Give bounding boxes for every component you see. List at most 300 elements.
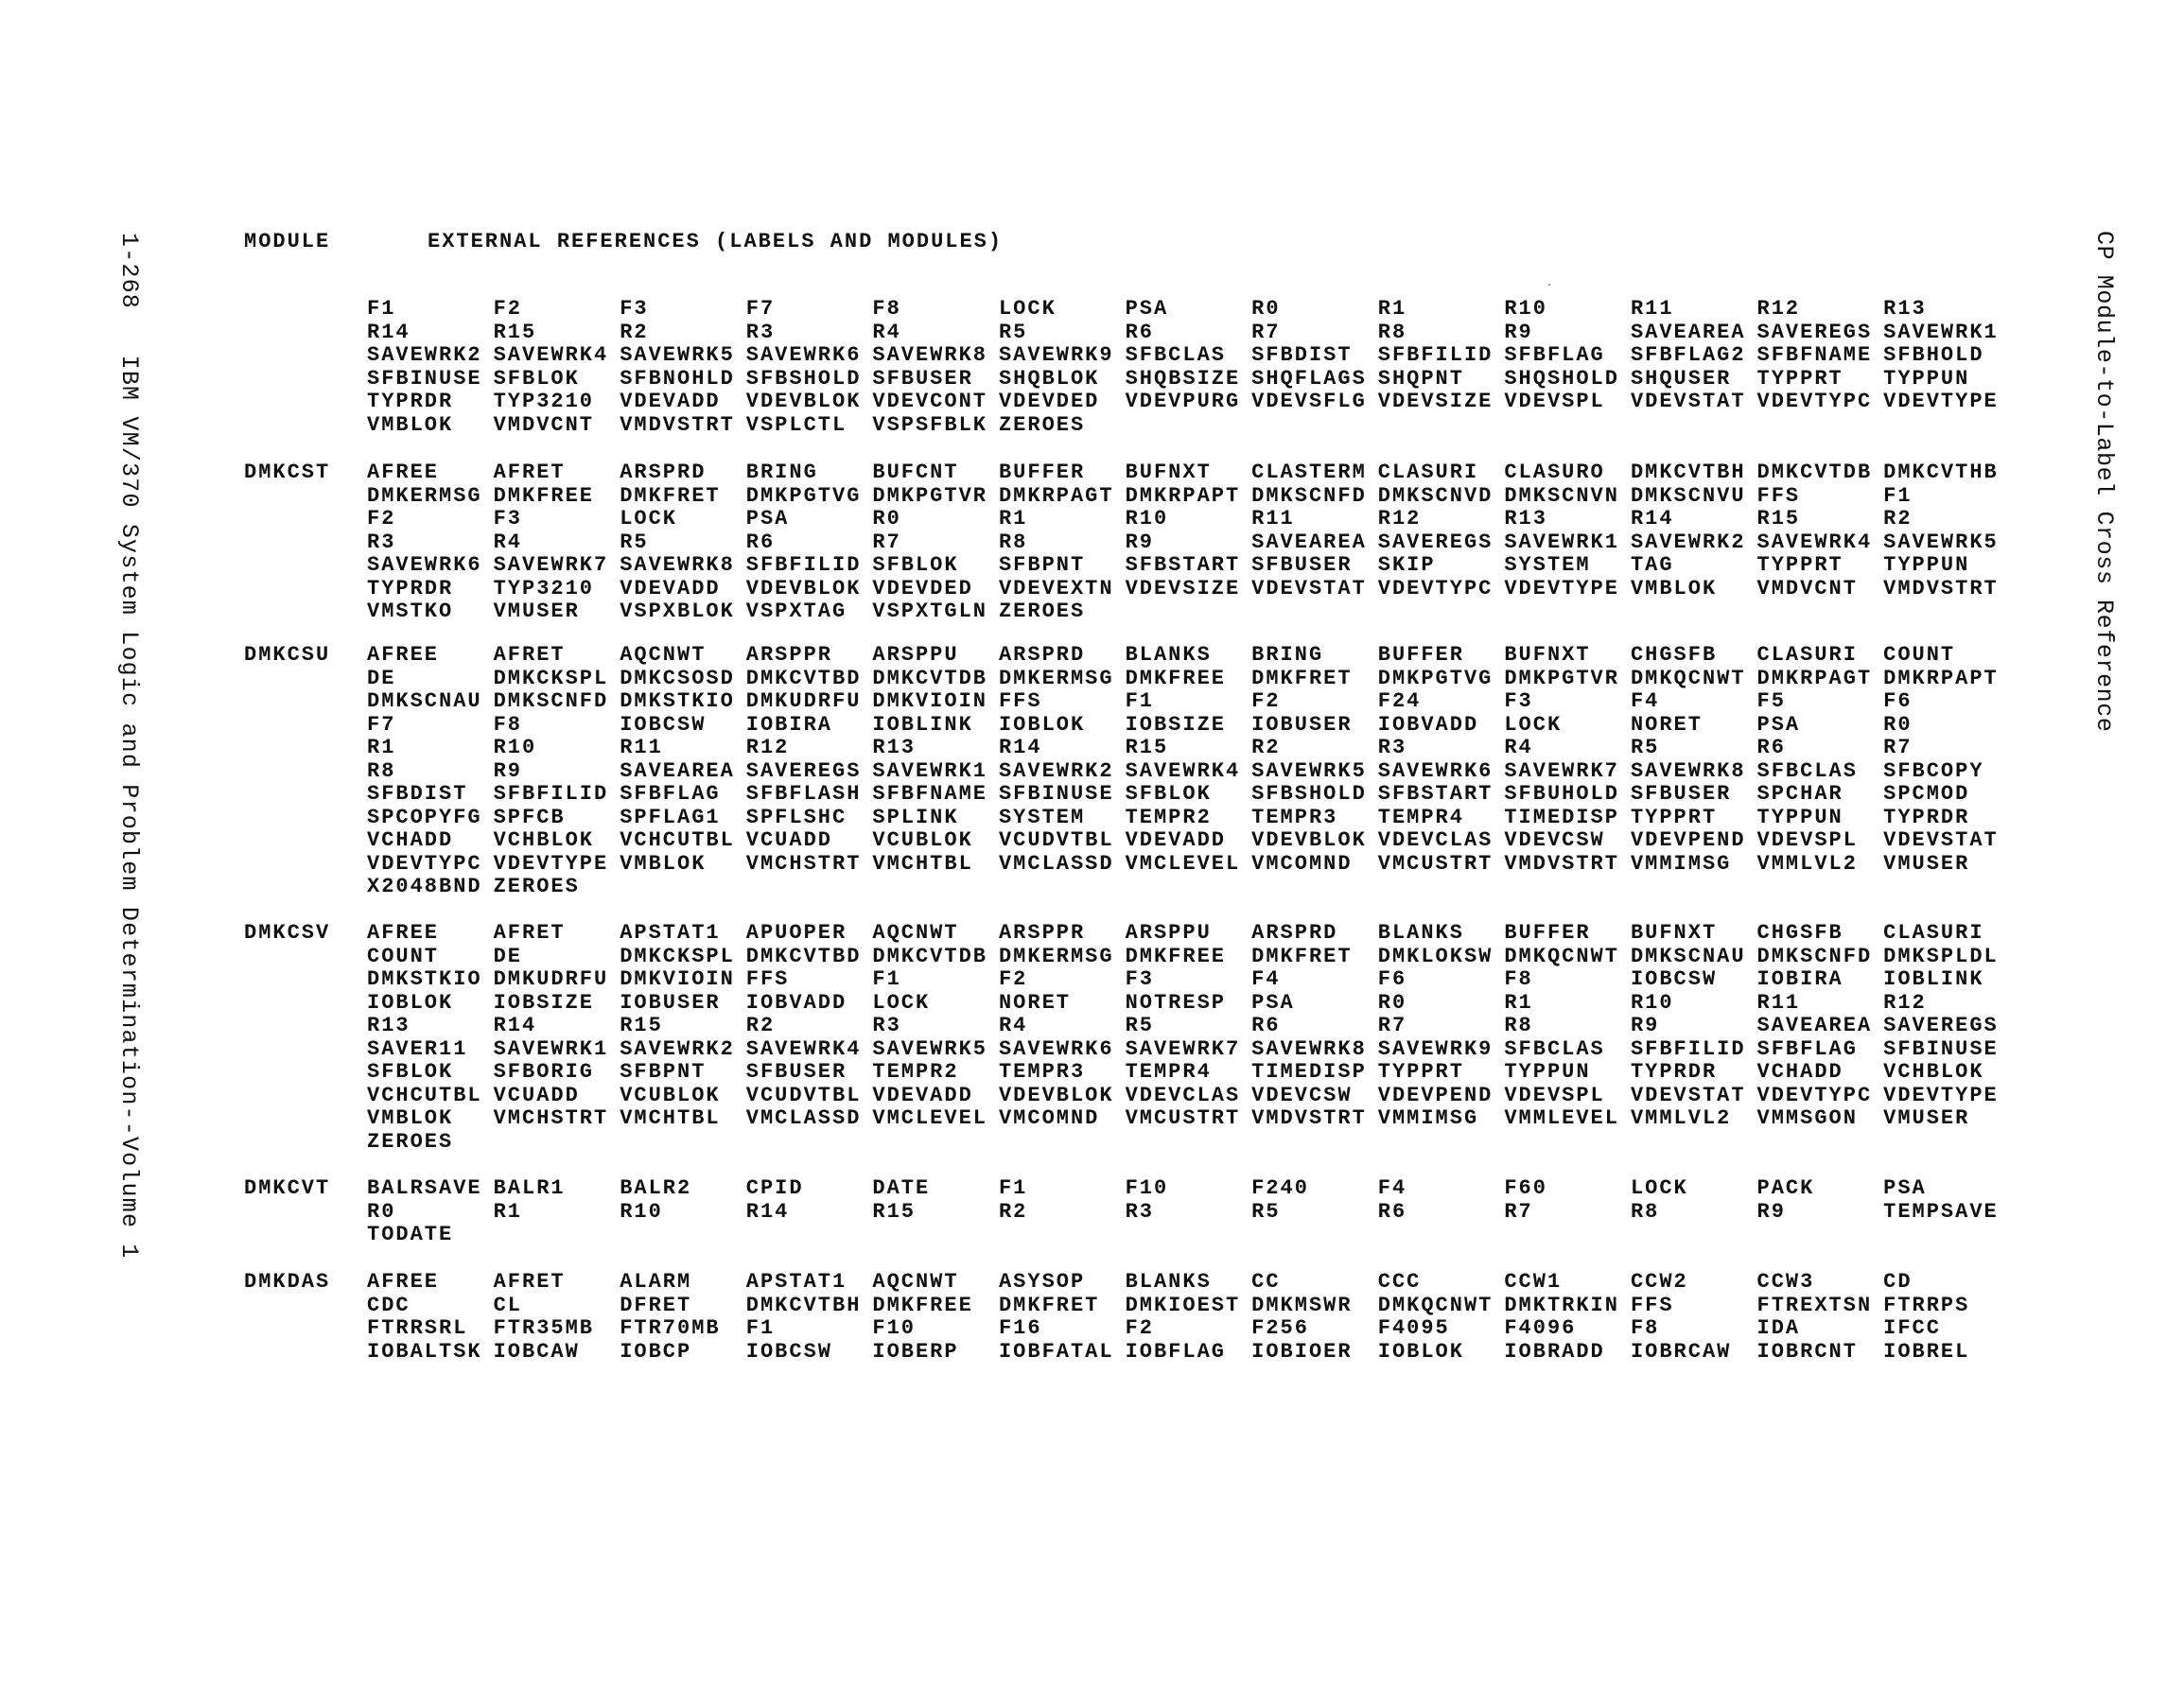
- reference-label: IOBVADD: [1377, 712, 1479, 737]
- reference-label: SFBPNT: [620, 1060, 707, 1084]
- reference-label: TYPRDR: [1883, 805, 1970, 829]
- reference-label: SFBCLAS: [1125, 343, 1226, 367]
- reference-label: F3: [1504, 689, 1533, 713]
- reference-label: VCHCUTBL: [620, 828, 735, 852]
- reference-label: F1: [367, 297, 396, 321]
- reference-label: SFBLOK: [1125, 782, 1212, 806]
- reference-label: IOBCSW: [1630, 967, 1718, 991]
- reference-label: R12: [745, 736, 790, 759]
- reference-label: R12: [1883, 990, 1927, 1015]
- reference-label: VMMSGON: [1756, 1106, 1858, 1130]
- reference-label: DFRET: [620, 1293, 692, 1317]
- reference-label: R14: [1630, 507, 1674, 530]
- reference-label: VDEVCLAS: [1125, 1083, 1241, 1107]
- reference-label: VMDVCNT: [493, 412, 595, 437]
- reference-label: VMBLOK: [620, 851, 707, 876]
- reference-label: BUFFER: [998, 461, 1086, 484]
- reference-label: F6: [1883, 689, 1913, 713]
- reference-label: R11: [1251, 507, 1295, 530]
- reference-label: R11: [1756, 990, 1801, 1015]
- reference-label: DMKCVTDB: [872, 666, 987, 690]
- reference-label: SFBFILID: [493, 782, 609, 806]
- reference-label: VMBLOK: [367, 412, 454, 437]
- module-section: [244, 461, 1999, 623]
- reference-label: R4: [998, 1014, 1028, 1037]
- reference-label: TIMEDISP: [1504, 805, 1619, 829]
- reference-label: SAVEAREA: [1756, 1014, 1873, 1037]
- reference-label: SFBLOK: [493, 366, 580, 391]
- reference-label: LOCK: [620, 507, 677, 530]
- reference-label: F2: [1251, 689, 1281, 713]
- reference-label: AFREE: [367, 461, 440, 484]
- reference-label: DE: [493, 944, 522, 968]
- reference-label: SAVEREGS: [1377, 530, 1494, 554]
- reference-label: R2: [1883, 507, 1913, 530]
- reference-label: VSPSFBLK: [872, 412, 987, 437]
- reference-label: VMBLOK: [1630, 576, 1718, 600]
- reference-label: SFBFILID: [1377, 343, 1494, 367]
- reference-label: R8: [1630, 1199, 1660, 1224]
- reference-label: VMCHTBL: [872, 851, 973, 876]
- reference-label: R9: [1504, 320, 1533, 344]
- reference-label: VMCOMND: [998, 1106, 1100, 1130]
- reference-label: VDEVBLOK: [998, 1083, 1114, 1107]
- reference-label: VDEVADD: [872, 1083, 973, 1107]
- reference-label: VCUBLOK: [872, 828, 973, 852]
- reference-label: DMKSCNAU: [1630, 944, 1746, 968]
- reference-label: DMKVIOIN: [620, 967, 735, 991]
- reference-label: SAVEWRK5: [1883, 530, 1999, 554]
- reference-label: CLASURI: [1377, 461, 1479, 484]
- reference-label: SFBCOPY: [1883, 758, 1984, 783]
- reference-label: R3: [367, 530, 396, 554]
- reference-label: SPCMOD: [1883, 782, 1970, 806]
- reference-label: F4: [1630, 689, 1660, 713]
- reference-label: BUFNXT: [1125, 461, 1212, 484]
- reference-label: SAVER11: [367, 1036, 468, 1061]
- reference-label: IFCC: [1883, 1316, 1941, 1340]
- reference-label: TYP3210: [493, 390, 595, 413]
- reference-label: DMKSCNFD: [1756, 944, 1873, 968]
- reference-label: VDEVCONT: [872, 390, 987, 413]
- reference-label: DMKMSWR: [1251, 1293, 1353, 1317]
- reference-label: CLASURI: [1756, 643, 1858, 667]
- reference-label: R0: [872, 507, 901, 530]
- reference-label: PSA: [745, 507, 790, 530]
- module-name: DMKCST: [244, 461, 331, 484]
- reference-label: R0: [1883, 712, 1913, 737]
- reference-label: F7: [745, 297, 776, 321]
- reference-label: F5: [1756, 689, 1786, 713]
- reference-label: VDEVTYPE: [1883, 390, 1999, 413]
- reference-label: SAVEWRK7: [1125, 1036, 1241, 1061]
- reference-label: ZEROES: [367, 1129, 454, 1154]
- reference-label: DMKSCNFD: [1251, 483, 1367, 508]
- reference-label: CPID: [745, 1176, 804, 1200]
- reference-label: DMKPGTVR: [1504, 666, 1619, 690]
- reference-label: IOBLINK: [872, 712, 973, 737]
- reference-label: F4096: [1504, 1316, 1577, 1340]
- reference-label: F3: [493, 507, 522, 530]
- reference-label: FTR70MB: [620, 1316, 721, 1340]
- reference-label: SHQUSER: [1630, 366, 1732, 391]
- reference-label: TIMEDISP: [1251, 1060, 1367, 1084]
- reference-label: SAVEWRK4: [1125, 758, 1241, 783]
- reference-label: SAVEWRK2: [1630, 530, 1746, 554]
- reference-label: SYSTEM: [1504, 553, 1591, 577]
- references-grid: [367, 644, 2010, 899]
- reference-label: TEMPR3: [998, 1060, 1086, 1084]
- reference-label: DMKQCNWT: [1377, 1293, 1494, 1317]
- reference-label: R9: [1125, 530, 1154, 554]
- reference-label: F1: [745, 1316, 776, 1340]
- reference-label: IOBIRA: [1756, 967, 1843, 991]
- reference-label: PACK: [1756, 1176, 1815, 1200]
- reference-label: BALRSAVE: [367, 1176, 482, 1200]
- reference-label: SAVEWRK6: [367, 553, 482, 577]
- module-name: DMKDAS: [244, 1270, 331, 1294]
- reference-label: TEMPR2: [1125, 805, 1212, 829]
- reference-label: DMKCVTDB: [872, 944, 987, 968]
- reference-label: CCW3: [1756, 1270, 1815, 1294]
- reference-label: IOBFLAG: [1125, 1339, 1226, 1364]
- reference-label: DMKRPAGT: [1756, 666, 1873, 690]
- reference-label: R5: [998, 320, 1028, 344]
- references-grid: [367, 1177, 2010, 1247]
- reference-label: DMKFRET: [998, 1293, 1100, 1317]
- reference-label: SAVEWRK6: [1377, 758, 1494, 783]
- reference-label: R10: [1125, 507, 1169, 530]
- references-column-header: EXTERNAL REFERENCES (LABELS AND MODULES): [428, 230, 1004, 253]
- reference-label: DMKFREE: [1125, 944, 1226, 968]
- reference-label: SAVEWRK4: [493, 343, 609, 367]
- reference-label: ARSPPU: [872, 643, 959, 667]
- reference-label: SFBSTART: [1125, 553, 1241, 577]
- reference-label: FFS: [998, 689, 1042, 713]
- reference-label: ASYSOP: [998, 1270, 1086, 1294]
- reference-label: DMKPGTVG: [1377, 666, 1494, 690]
- reference-label: DMKVIOIN: [872, 689, 987, 713]
- reference-label: TEMPR4: [1125, 1060, 1212, 1084]
- reference-label: IOBIRA: [745, 712, 832, 737]
- reference-label: SFBUSER: [745, 1060, 847, 1084]
- reference-label: VDEVSTAT: [1883, 828, 1999, 852]
- reference-label: VMCOMND: [1251, 851, 1353, 876]
- reference-label: VMMIMSG: [1377, 1106, 1479, 1130]
- reference-label: SFBFLAG: [1504, 343, 1605, 367]
- reference-label: SAVEWRK8: [1251, 1036, 1367, 1061]
- reference-label: SFBDIST: [367, 782, 468, 806]
- reference-label: F256: [1251, 1316, 1309, 1340]
- reference-label: TYPPUN: [1883, 553, 1970, 577]
- reference-label: COUNT: [1883, 643, 1956, 667]
- reference-label: R14: [998, 736, 1042, 759]
- reference-label: DMKLOKSW: [1377, 944, 1494, 968]
- reference-label: DMKSCNAU: [367, 689, 482, 713]
- reference-label: VDEVSIZE: [1125, 576, 1241, 600]
- reference-label: VMUSER: [493, 600, 580, 623]
- reference-label: VMCLASSD: [745, 1106, 862, 1130]
- reference-label: R11: [620, 736, 663, 759]
- reference-label: R10: [493, 736, 537, 759]
- reference-label: IOBVADD: [745, 990, 847, 1015]
- reference-label: CLASTERM: [1251, 461, 1367, 484]
- reference-label: ARSPRD: [1251, 921, 1338, 945]
- reference-label: SAVEWRK1: [1883, 320, 1999, 344]
- reference-label: SAVEWRK9: [998, 343, 1114, 367]
- reference-label: SKIP: [1377, 553, 1436, 577]
- module-name: DMKCVT: [244, 1176, 331, 1200]
- reference-label: BLANKS: [1125, 643, 1212, 667]
- reference-label: R3: [1377, 736, 1407, 759]
- reference-label: TYPPRT: [1377, 1060, 1464, 1084]
- reference-label: SAVEREGS: [1756, 320, 1873, 344]
- reference-label: TAG: [1630, 553, 1674, 577]
- page-footer-book-title: 1-268 IBM VM/370 System Logic and Problem Determination--Volume 1: [115, 233, 143, 1260]
- reference-label: TYPPRT: [1630, 805, 1718, 829]
- reference-label: TYPPRT: [1756, 366, 1843, 391]
- reference-label: R0: [1377, 990, 1407, 1015]
- reference-label: SAVEAREA: [1251, 530, 1367, 554]
- reference-label: R8: [998, 530, 1028, 554]
- reference-label: R15: [620, 1014, 663, 1037]
- reference-label: IOBLOK: [998, 712, 1086, 737]
- reference-label: SFBORIG: [493, 1060, 595, 1084]
- reference-label: F1: [1883, 483, 1913, 508]
- reference-label: TEMPR2: [872, 1060, 959, 1084]
- scan-speck: [1548, 284, 1550, 286]
- reference-label: R11: [1630, 297, 1674, 321]
- reference-label: DMKPGTVR: [872, 483, 987, 508]
- reference-label: R8: [367, 758, 396, 783]
- reference-label: VMBLOK: [367, 1106, 454, 1130]
- references-grid: [367, 1271, 2010, 1364]
- reference-label: ARSPRD: [620, 461, 707, 484]
- reference-label: F8: [493, 712, 522, 737]
- reference-label: R2: [620, 320, 649, 344]
- module-name: DMKCSU: [244, 643, 331, 667]
- reference-label: TYPRDR: [367, 390, 454, 413]
- reference-label: SAVEWRK8: [1630, 758, 1746, 783]
- reference-label: FTRRSRL: [367, 1316, 468, 1340]
- reference-label: R6: [1125, 320, 1154, 344]
- reference-label: SFBFLASH: [745, 782, 862, 806]
- reference-label: AFREE: [367, 1270, 440, 1294]
- reference-label: SFBFLAG: [1756, 1036, 1858, 1061]
- reference-label: F8: [1504, 967, 1533, 991]
- reference-label: TEMPR3: [1251, 805, 1338, 829]
- reference-label: TYPPRT: [1756, 553, 1843, 577]
- reference-label: ARSPPU: [1125, 921, 1212, 945]
- reference-label: TEMPSAVE: [1883, 1199, 1999, 1224]
- reference-label: R1: [1377, 297, 1407, 321]
- reference-label: VDEVTYPC: [1377, 576, 1494, 600]
- reference-label: VDEVPEND: [1630, 828, 1746, 852]
- reference-label: R0: [1251, 297, 1281, 321]
- reference-label: DMKCVTBD: [745, 666, 862, 690]
- reference-label: NORET: [1630, 712, 1703, 737]
- reference-label: SFBFNAME: [1756, 343, 1873, 367]
- reference-label: SAVEWRK1: [872, 758, 987, 783]
- reference-label: SFBINUSE: [998, 782, 1114, 806]
- reference-label: SHQFLAGS: [1251, 366, 1367, 391]
- reference-label: CHGSFB: [1630, 643, 1718, 667]
- reference-label: SAVEAREA: [620, 758, 735, 783]
- reference-label: VDEVSIZE: [1377, 390, 1494, 413]
- reference-label: R14: [493, 1014, 537, 1037]
- reference-label: R1: [998, 507, 1028, 530]
- reference-label: F1: [1125, 689, 1154, 713]
- reference-label: F3: [1125, 967, 1154, 991]
- reference-label: ZEROES: [998, 412, 1086, 437]
- reference-label: DATE: [872, 1176, 931, 1200]
- reference-label: VMSTKO: [367, 600, 454, 623]
- reference-label: R3: [872, 1014, 901, 1037]
- reference-label: SFBFLAG: [620, 782, 721, 806]
- reference-label: VDEVSTAT: [1630, 1083, 1746, 1107]
- reference-label: SFBSHOLD: [1251, 782, 1367, 806]
- reference-label: SHQPNT: [1377, 366, 1464, 391]
- reference-label: SAVEWRK2: [367, 343, 482, 367]
- reference-label: DMKRPAGT: [998, 483, 1114, 508]
- reference-label: ZEROES: [998, 600, 1086, 623]
- reference-label: DMKPGTVG: [745, 483, 862, 508]
- reference-label: R13: [872, 736, 916, 759]
- reference-label: NORET: [998, 990, 1071, 1015]
- reference-label: F8: [872, 297, 901, 321]
- page-running-title: CP Module-to-Label Cross Reference: [2090, 231, 2118, 733]
- reference-label: TODATE: [367, 1223, 454, 1246]
- reference-label: IOBSIZE: [1125, 712, 1226, 737]
- reference-label: SYSTEM: [998, 805, 1086, 829]
- reference-label: SFBCLAS: [1756, 758, 1858, 783]
- reference-label: F1: [998, 1176, 1028, 1200]
- reference-label: IOBUSER: [620, 990, 721, 1015]
- module-name: DMKCSV: [244, 921, 331, 945]
- reference-label: VDEVBLOK: [745, 390, 862, 413]
- reference-label: BRING: [745, 461, 818, 484]
- reference-label: R4: [872, 320, 901, 344]
- reference-label: SPCOPYFG: [367, 805, 482, 829]
- reference-label: LOCK: [872, 990, 931, 1015]
- reference-label: PSA: [1251, 990, 1295, 1015]
- reference-label: R4: [1504, 736, 1533, 759]
- reference-label: VCUADD: [745, 828, 832, 852]
- reference-label: VDEVBLOK: [1251, 828, 1367, 852]
- reference-label: SFBSHOLD: [745, 366, 862, 391]
- reference-label: SAVEREGS: [1883, 1014, 1999, 1037]
- reference-label: CDC: [367, 1293, 411, 1317]
- reference-label: F60: [1504, 1176, 1547, 1200]
- reference-label: DMKTRKIN: [1504, 1293, 1619, 1317]
- reference-label: F8: [1630, 1316, 1660, 1340]
- reference-label: SFBLOK: [872, 553, 959, 577]
- reference-label: IOBFATAL: [998, 1339, 1114, 1364]
- reference-label: SAVEWRK8: [620, 553, 735, 577]
- reference-label: R2: [745, 1014, 776, 1037]
- reference-label: IOBLINK: [1883, 967, 1984, 991]
- reference-label: ARSPPR: [998, 921, 1086, 945]
- reference-label: VMCUSTRT: [1377, 851, 1494, 876]
- reference-label: BUFNXT: [1630, 921, 1718, 945]
- reference-label: CHGSFB: [1756, 921, 1843, 945]
- reference-label: TEMPR4: [1377, 805, 1464, 829]
- reference-label: F4095: [1377, 1316, 1450, 1340]
- reference-label: X2048BND: [367, 875, 482, 898]
- reference-label: DMKSTKIO: [620, 689, 735, 713]
- reference-label: DMKCVTHB: [1883, 461, 1999, 484]
- reference-label: SFBUSER: [1251, 553, 1353, 577]
- reference-label: R5: [1630, 736, 1660, 759]
- reference-label: F16: [998, 1316, 1042, 1340]
- reference-label: VSPXTGLN: [872, 600, 987, 623]
- reference-label: SPFLAG1: [620, 805, 721, 829]
- reference-label: ALARM: [620, 1270, 692, 1294]
- reference-label: VMCHTBL: [620, 1106, 721, 1130]
- reference-label: DMKCVTBD: [745, 944, 862, 968]
- reference-label: DMKRPAPT: [1883, 666, 1999, 690]
- reference-label: FTR35MB: [493, 1316, 595, 1340]
- reference-label: R8: [1504, 1014, 1533, 1037]
- reference-label: DMKERMSG: [367, 483, 482, 508]
- reference-label: VDEVSFLG: [1251, 390, 1367, 413]
- reference-label: R6: [1377, 1199, 1407, 1224]
- module-section: [244, 1270, 1970, 1364]
- reference-label: R6: [1251, 1014, 1281, 1037]
- reference-label: IOBRCNT: [1756, 1339, 1858, 1364]
- reference-label: SAVEWRK6: [998, 1036, 1114, 1061]
- reference-label: SAVEWRK9: [1377, 1036, 1494, 1061]
- reference-label: SFBFILID: [1630, 1036, 1746, 1061]
- reference-label: DMKFRET: [1251, 666, 1353, 690]
- reference-label: SPLINK: [872, 805, 959, 829]
- reference-label: SFBUSER: [1630, 782, 1732, 806]
- reference-label: TYPPUN: [1756, 805, 1843, 829]
- reference-label: SAVEWRK5: [872, 1036, 987, 1061]
- reference-label: BUFCNT: [872, 461, 959, 484]
- reference-label: DMKFREE: [493, 483, 595, 508]
- reference-label: VDEVSPL: [1504, 1083, 1605, 1107]
- reference-label: DMKCVTBH: [1630, 461, 1746, 484]
- reference-label: DMKSTKIO: [367, 967, 482, 991]
- module-section: [244, 297, 1999, 437]
- reference-label: VDEVTYPC: [1756, 1083, 1873, 1107]
- reference-label: SFBLOK: [367, 1060, 454, 1084]
- reference-label: VMCHSTRT: [493, 1106, 609, 1130]
- reference-label: DMKIOEST: [1125, 1293, 1241, 1317]
- reference-label: F2: [493, 297, 522, 321]
- reference-label: F7: [367, 712, 396, 737]
- reference-label: R6: [745, 530, 776, 554]
- reference-label: NOTRESP: [1125, 990, 1226, 1015]
- reference-label: DMKQCNWT: [1504, 944, 1619, 968]
- reference-label: VCUDVTBL: [998, 828, 1114, 852]
- reference-label: BLANKS: [1377, 921, 1464, 945]
- reference-label: R9: [1756, 1199, 1786, 1224]
- reference-label: SAVEWRK4: [745, 1036, 862, 1061]
- reference-label: VMCUSTRT: [1125, 1106, 1241, 1130]
- reference-label: VDEVBLOK: [745, 576, 862, 600]
- references-grid: [367, 298, 2010, 437]
- reference-label: R3: [1125, 1199, 1154, 1224]
- reference-label: VDEVCSW: [1251, 1083, 1353, 1107]
- reference-label: CCC: [1377, 1270, 1422, 1294]
- reference-label: CL: [493, 1293, 522, 1317]
- reference-label: TYP3210: [493, 576, 595, 600]
- reference-label: F2: [998, 967, 1028, 991]
- reference-label: F4: [1377, 1176, 1407, 1200]
- reference-label: VDEVTYPE: [1504, 576, 1619, 600]
